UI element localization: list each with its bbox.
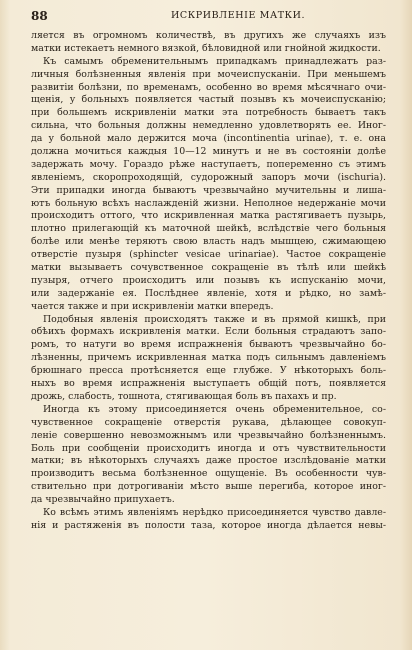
- text-line: леніе совершенно невозможнымъ или чрезвычайно болѣзненнымъ.: [31, 429, 386, 441]
- text-line: должна мочиться каждыя 10—12 минутъ и не въ состояніи долѣе: [31, 146, 386, 158]
- text-line: матки истекаетъ немного вязкой, бѣловидной или гнойной жидкости.: [31, 42, 381, 54]
- text-line: брюшнаго пресса протѣсняется еще глубже. У нѣкоторыхъ боль-: [31, 365, 386, 377]
- text-line: развитіи болѣзни, по временамъ, особенно во время мѣсячнаго очи-: [31, 81, 386, 93]
- text-line: или задержаніе ея. Послѣднее явленіе, хотя и рѣдко, но замѣ-: [31, 287, 386, 299]
- text-line: происходитъ оттого, что искривленная матка растягиваетъ пузырь,: [31, 210, 386, 222]
- text-line: отверстіе пузыря (sphincter vesicae urinariae). Частое сокращеніе: [31, 249, 386, 261]
- text-line: Боль при сообщеніи происходитъ иногда и отъ чувствительности: [31, 442, 386, 454]
- text-line: Ко всѣмъ этимъ явленіямъ нерѣдко присоединяется чувство давле-: [43, 506, 386, 518]
- page-number: 88: [31, 9, 48, 23]
- text-line: ляется въ огромномъ количествѣ, въ другихъ же случаяхъ изъ: [31, 30, 386, 41]
- text-line: плотно прилегающій къ маточной шейкѣ, вслѣдствіе чего больныя: [31, 223, 386, 235]
- text-line: лѣзненны, причемъ искривленная матка подъ сильнымъ давленіемъ: [31, 352, 386, 364]
- text-line: ютъ больную всѣхъ наслажденій жизни. Неполное недержаніе мочи: [31, 197, 386, 209]
- text-line: при большемъ искривленіи матки эта потребность бываетъ такъ: [31, 107, 386, 119]
- text-line: матки; въ нѣкоторыхъ случаяхъ даже простое изслѣдованіе матки: [31, 455, 386, 467]
- text-line: Къ самымъ обременительнымъ припадкамъ принадлежатъ раз-: [43, 55, 386, 67]
- text-line: матки вызываетъ сочувственное сокращеніе въ тѣлѣ или шейкѣ: [31, 262, 386, 274]
- text-line: ствительно при дотрогиваніи мѣсто выше перегиба, которое иног-: [31, 481, 386, 493]
- text-line: да у больной мало держится моча (incontinentia urinae), т. е. она: [31, 133, 386, 145]
- text-line: пузыря, отчего происходитъ или позывъ къ испусканію мочи,: [31, 274, 386, 286]
- text-line: задержать мочу. Гораздо рѣже наступаетъ, попеременно съ этимъ: [31, 158, 386, 170]
- text-line: щенія, у больныхъ появляется частый позывъ къ мочеиспусканію;: [31, 94, 386, 106]
- text-line: личныя болѣзненныя явленія при мочеиспусканіи. При меньшемъ: [31, 68, 386, 80]
- text-line: чувственное сокращеніе отверстія рукава, дѣлающее совокуп-: [31, 416, 386, 428]
- text-line: болѣе или менѣе теряютъ свою власть надъ мышцею, сжимающею: [31, 236, 386, 248]
- text-line: ромъ, то натуги во время испражненія бываютъ чрезвычайно бо-: [31, 339, 386, 351]
- text-line: Эти припадки иногда бываютъ чрезвычайно мучительны и лиша-: [31, 184, 386, 196]
- text-line: явленіемъ, скоропроходящій, судорожный запоръ мочи (ischuria).: [31, 171, 386, 183]
- text-line: чается также и при искривленіи матки впередъ.: [31, 300, 274, 312]
- text-line: нія и растяженія въ полости таза, которое иногда дѣлается невы-: [31, 519, 386, 531]
- text-line: производитъ весьма болѣзненное ощущеніе. Въ особенности чув-: [31, 468, 386, 480]
- text-line: ныхъ во время испражненія выступаетъ общій потъ, появляется: [31, 378, 386, 390]
- body-text: [31, 30, 386, 533]
- text-line: Иногда къ этому присоединяется очень обременительное, со-: [43, 403, 386, 415]
- text-line: да чрезвычайно припухаетъ.: [31, 494, 175, 506]
- text-line: дрожь, слабость, тошнота, стягивающая боль въ пахахъ и пр.: [31, 390, 337, 402]
- text-line: Подобныя явленія происходятъ также и въ прямой кишкѣ, при: [43, 313, 386, 325]
- text-line: обѣихъ формахъ искривленія матки. Если больныя страдаютъ запо-: [31, 326, 386, 338]
- running-head: ИСКРИВЛЕНІЕ МАТКИ.: [171, 10, 306, 21]
- text-line: сильна, что больныя должны немедленно удовлетворять ее. Иног-: [31, 120, 386, 132]
- page-header: [31, 9, 386, 23]
